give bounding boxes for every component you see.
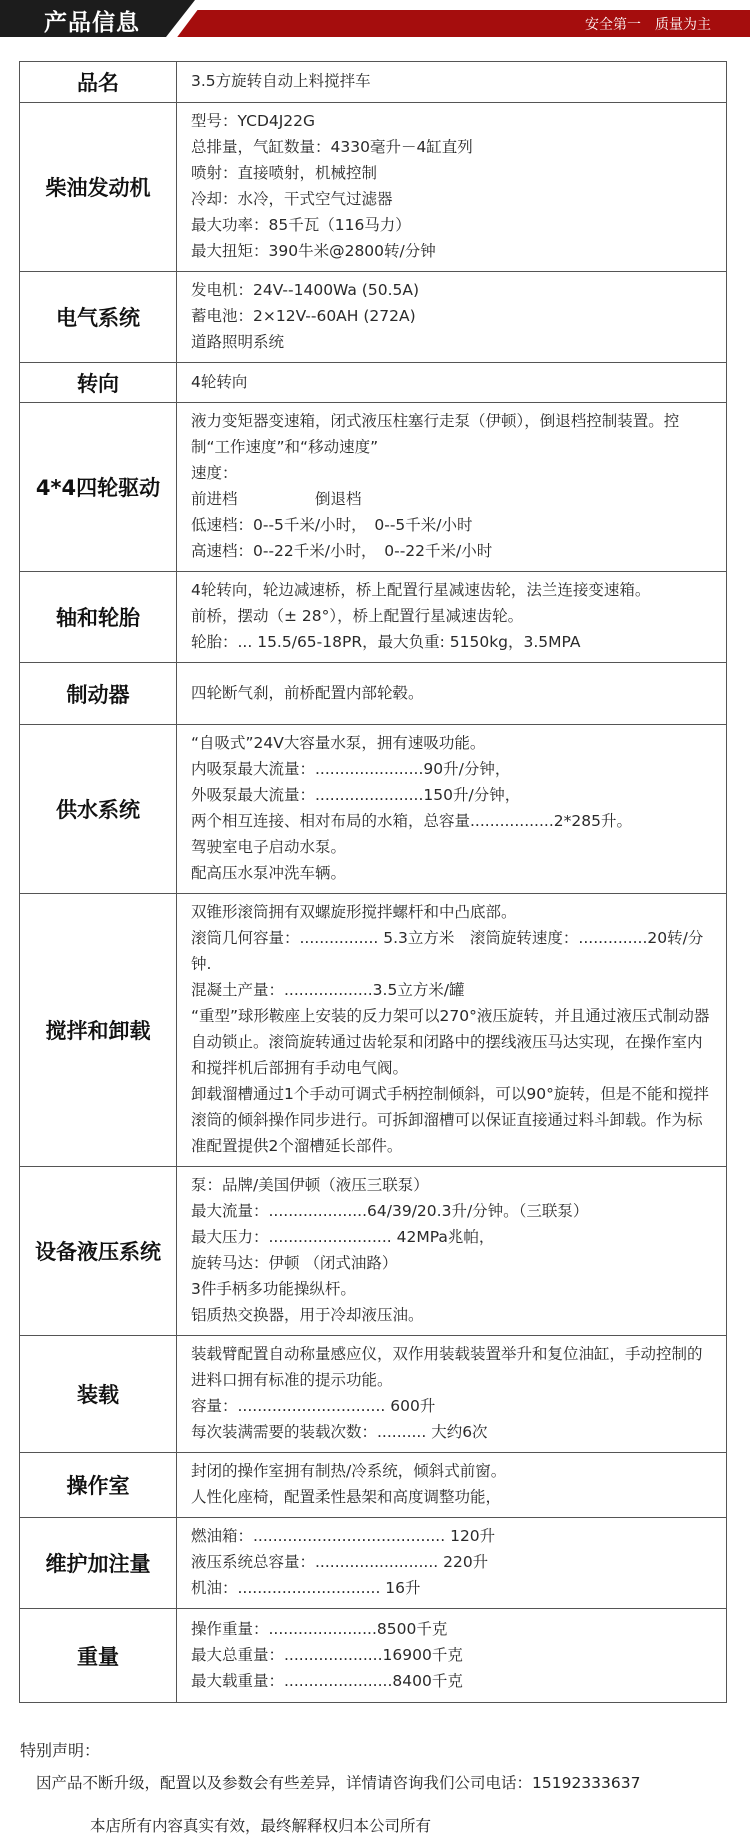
spec-label: 制动器 [20, 663, 177, 725]
spec-label: 搅拌和卸载 [20, 894, 177, 1167]
spec-line: 容量：.............................. 600升 [191, 1397, 436, 1415]
spec-row [20, 1609, 727, 1703]
spec-label: 品名 [20, 62, 177, 103]
spec-value [177, 363, 727, 403]
spec-line: “重型”球形鞍座上安装的反力架可以270°液压旋转，并且通过液压式制动器自动锁止。滚筒旋转通过齿轮泵和闭路中的摆线液压马达实现，在操作室内和搅拌机后部拥有手动电气阀。 [191, 1007, 710, 1077]
spec-line: 最大载重量：......................8400千克 [191, 1671, 463, 1690]
spec-table-body [20, 62, 727, 1703]
spec-value [177, 1453, 727, 1518]
spec-value [177, 663, 727, 725]
spec-line: 最大流量：....................64/39/20.3升/分钟。（三联泵） [191, 1202, 589, 1220]
spec-label: 电气系统 [20, 272, 177, 363]
spec-line: 四轮断气刹，前桥配置内部轮毂。 [191, 683, 424, 702]
spec-line: 最大压力：......................... 42MPa兆帕， [191, 1228, 495, 1246]
spec-line: 总排量，气缸数量：4330毫升－4缸直列 [191, 138, 473, 156]
spec-value [177, 1336, 727, 1453]
spec-value [177, 894, 727, 1167]
spec-line: 3.5方旋转自动上料搅拌车 [191, 72, 371, 90]
spec-line: 人性化座椅，配置柔性悬架和高度调整功能， [191, 1488, 502, 1506]
spec-row [20, 1453, 727, 1518]
spec-value [177, 103, 727, 272]
spec-label: 重量 [20, 1609, 177, 1703]
spec-line: 前进档 倒退档 [191, 490, 362, 508]
spec-row [20, 663, 727, 725]
spec-line: 喷射：直接喷射，机械控制 [191, 164, 378, 182]
spec-label: 轴和轮胎 [20, 572, 177, 663]
spec-line: 泵：品牌/美国伊顿（液压三联泵） [191, 1176, 429, 1194]
spec-line: 液力变矩器变速箱，闭式液压柱塞行走泵（伊顿），倒退档控制装置。控制“工作速度”和“移动速度” [191, 412, 680, 456]
spec-label: 设备液压系统 [20, 1167, 177, 1336]
spec-line: 两个相互连接、相对布局的水箱，总容量.................2*285升。 [191, 812, 632, 830]
spec-label: 转向 [20, 363, 177, 403]
spec-line: 4轮转向，轮边减速桥，桥上配置行星减速齿轮，法兰连接变速箱。 [191, 581, 651, 599]
spec-line: 装载臂配置自动称量感应仪，双作用装载装置举升和复位油缸，手动控制的进料口拥有标准的提示功能。 [191, 1345, 703, 1389]
spec-label: 维护加注量 [20, 1518, 177, 1609]
spec-line: 每次装满需要的装载次数：.......... 大约6次 [191, 1423, 488, 1441]
spec-line: 发电机：24V--1400Wa (50.5A) [191, 281, 420, 299]
spec-label: 柴油发动机 [20, 103, 177, 272]
spec-line: 高速档：0--22千米/小时， 0--22千米/小时 [191, 542, 493, 560]
spec-value [177, 725, 727, 894]
spec-line: 型号：YCD4J22G [191, 112, 316, 130]
spec-line: 配高压水泵冲洗车辆。 [191, 864, 347, 882]
spec-line: 前桥，摆动（± 28°），桥上配置行星减速齿轮。 [191, 607, 524, 625]
spec-value [177, 272, 727, 363]
spec-row [20, 1167, 727, 1336]
spec-row [20, 363, 727, 403]
spec-value [177, 572, 727, 663]
spec-value [177, 1167, 727, 1336]
spec-line: 3件手柄多功能操纵杆。 [191, 1280, 356, 1298]
spec-line: 最大总重量：....................16900千克 [191, 1645, 463, 1664]
spec-row [20, 272, 727, 363]
spec-row [20, 572, 727, 663]
spec-line: 速度： [191, 464, 238, 482]
spec-row [20, 103, 727, 272]
spec-label: 4*4四轮驱动 [20, 403, 177, 572]
spec-line: 卸载溜槽通过1个手动可调式手柄控制倾斜，可以90°旋转，但是不能和搅拌滚筒的倾斜操作同步进行。可拆卸溜槽可以保证直接通过料斗卸载。作为标准配置提供2个溜槽延长部件。 [191, 1085, 709, 1155]
spec-line: 冷却：水冷，干式空气过滤器 [191, 190, 393, 208]
spec-line: 内吸泵最大流量：......................90升/分钟， [191, 760, 511, 778]
notice-title: 特别声明： [20, 1741, 101, 1760]
spec-value [177, 403, 727, 572]
footer-text: 本店所有内容真实有效，最终解释权归本公司所有 [90, 1817, 432, 1835]
spec-table [19, 61, 727, 1703]
spec-line: 蓄电池：2×12V--60AH (272A) [191, 307, 416, 325]
spec-value [177, 62, 727, 103]
spec-line: 低速档：0--5千米/小时， 0--5千米/小时 [191, 516, 473, 534]
spec-label: 供水系统 [20, 725, 177, 894]
header-bar [0, 0, 750, 46]
notice-section [20, 1740, 730, 1794]
spec-line: 混凝土产量：..................3.5立方米/罐 [191, 981, 465, 999]
notice-text: 因产品不断升级，配置以及参数会有些差异，详情请咨询我们公司电话：15192333637 [36, 1774, 641, 1792]
spec-row [20, 1518, 727, 1609]
spec-row [20, 894, 727, 1167]
spec-line: 双锥形滚筒拥有双螺旋形搅拌螺杆和中凸底部。 [191, 903, 517, 921]
spec-row [20, 403, 727, 572]
spec-line: 道路照明系统 [191, 333, 285, 351]
spec-line: 滚筒几何容量：................ 5.3立方米 滚筒旋转速度：..............20转/分钟. [191, 929, 704, 973]
spec-label: 装载 [20, 1336, 177, 1453]
spec-line: “自吸式”24V大容量水泵，拥有速吸功能。 [191, 734, 486, 752]
spec-line: 操作重量：......................8500千克 [191, 1619, 448, 1638]
spec-line: 驾驶室电子启动水泵。 [191, 838, 347, 856]
spec-row [20, 1336, 727, 1453]
spec-label: 操作室 [20, 1453, 177, 1518]
spec-value [177, 1518, 727, 1609]
spec-line: 最大扭矩：390牛米@2800转/分钟 [191, 242, 436, 260]
spec-line: 液压系统总容量：......................... 220升 [191, 1553, 489, 1571]
page-title: 产品信息 [44, 10, 140, 36]
spec-row [20, 62, 727, 103]
spec-line: 外吸泵最大流量：......................150升/分钟， [191, 786, 521, 804]
spec-line: 铝质热交换器，用于冷却液压油。 [191, 1306, 424, 1324]
spec-line: 机油：............................. 16升 [191, 1579, 421, 1597]
spec-row [20, 725, 727, 894]
spec-line: 燃油箱：....................................... 120升 [191, 1527, 496, 1545]
spec-line: 轮胎：... 15.5/65-18PR，最大负重: 5150kg，3.5MPA [191, 633, 581, 651]
spec-line: 4轮转向 [191, 372, 248, 391]
spec-line: 封闭的操作室拥有制热/冷系统，倾斜式前窗。 [191, 1462, 507, 1480]
spec-value [177, 1609, 727, 1703]
spec-line: 最大功率：85千瓦（116马力） [191, 216, 411, 234]
header-slogan: 安全第一 质量为主 [585, 17, 711, 33]
spec-line: 旋转马达：伊顿 （闭式油路） [191, 1254, 398, 1272]
